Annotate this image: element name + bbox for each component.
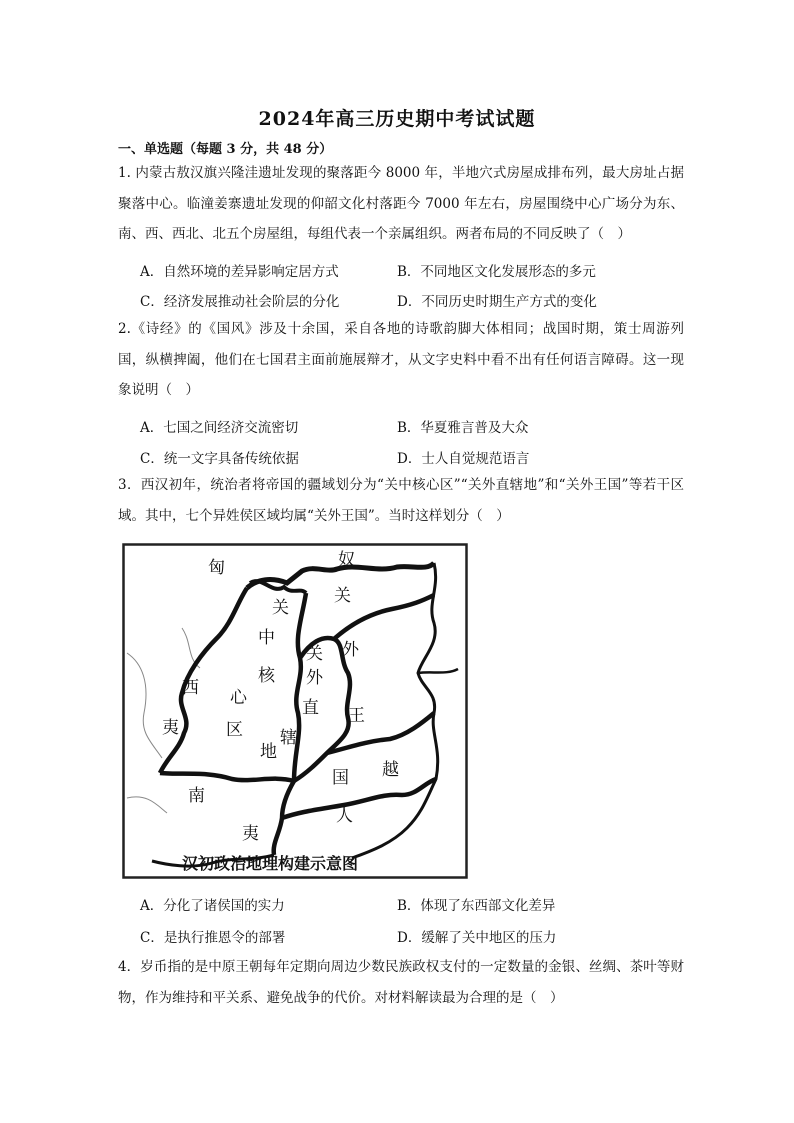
map-label: 中	[258, 628, 275, 648]
map-label: 关	[306, 644, 323, 664]
map-label: 王	[348, 706, 365, 726]
question-2-option-d: D．士人自觉规范语言	[397, 451, 530, 467]
map-frame	[124, 545, 467, 878]
question-1-option-d: D．不同历史时期生产方式的变化	[397, 294, 597, 310]
question-1-option-a: A．自然环境的差异影响定居方式	[140, 264, 339, 280]
map-label: 核	[258, 666, 275, 686]
map-label: 直	[302, 698, 319, 718]
page-title: 2024年高三历史期中考试试题	[258, 108, 536, 130]
map-label: 南	[188, 786, 205, 806]
question-2-option-b: B．华夏雅言普及大众	[397, 420, 529, 436]
map-label: 夷	[242, 824, 259, 844]
question-3-stem: 3．西汉初年，统治者将帝国的疆域划分为“关中核心区”“关外直辖地”和“关外王国”等若干区域。其中，七个异姓侯区域均属“关外王国”。当时这样划分（ ）	[118, 477, 684, 524]
map-label: 国	[332, 768, 349, 788]
map-label: 外	[306, 668, 323, 688]
map-caption: 汉初政治地理构建示意图	[182, 854, 359, 873]
map-label: 夷	[162, 718, 179, 738]
map-label: 越	[382, 760, 399, 780]
map-label: 地	[260, 742, 277, 762]
question-3-option-c: C．是执行推恩令的部署	[140, 930, 286, 946]
question-1-stem: 1. 内蒙古敖汉旗兴隆洼遗址发现的聚落距今 8000 年，半地穴式房屋成排布列，最大房址占据聚落中心。临潼姜寨遗址发现的仰韶文化村落距今 7000 年左右，房屋围绕中心广场分为东、南、西、西北、北五个房屋组，每组代表一个亲属组织。两者布局的不同反映了（ ）	[118, 165, 684, 242]
map-label: 关	[272, 598, 289, 618]
question-2-option-c: C．统一文字具备传统依据	[140, 451, 299, 467]
map-label: 西	[182, 678, 199, 698]
question-3-option-a: A．分化了诸侯国的实力	[140, 898, 285, 914]
section-heading: 一、单选题（每题 3 分，共 48 分）	[118, 142, 333, 157]
map-label: 关	[334, 586, 351, 606]
han-political-map	[122, 543, 468, 879]
map-label: 区	[226, 720, 243, 740]
question-1-option-c: C．经济发展推动社会阶层的分化	[140, 294, 340, 310]
map-label: 人	[336, 806, 353, 826]
question-3-option-d: D．缓解了关中地区的压力	[397, 930, 557, 946]
map-label: 辖	[280, 728, 297, 748]
question-4-stem: 4．岁币指的是中原王朝每年定期向周边少数民族政权支付的一定数量的金银、丝绸、茶叶等财物，作为维持和平关系、避免战争的代价。对材料解读最为合理的是（ ）	[118, 959, 684, 1006]
question-2-stem: 2.《诗经》的《国风》涉及十余国，采自各地的诗歌韵脚大体相同；战国时期，策士周游列国，纵横捭阖，他们在七国君主面前施展辩才，从文字史料中看不出有任何语言障碍。这一现象说明（ ）	[118, 321, 684, 398]
question-3-option-b: B．体现了东西部文化差异	[397, 898, 556, 914]
question-2-option-a: A．七国之间经济交流密切	[140, 420, 299, 436]
map-label: 外	[342, 640, 359, 660]
map-label: 匈	[208, 558, 225, 578]
map-label: 心	[230, 688, 247, 708]
question-1-option-b: B．不同地区文化发展形态的多元	[397, 264, 596, 280]
map-label: 奴	[338, 550, 355, 570]
